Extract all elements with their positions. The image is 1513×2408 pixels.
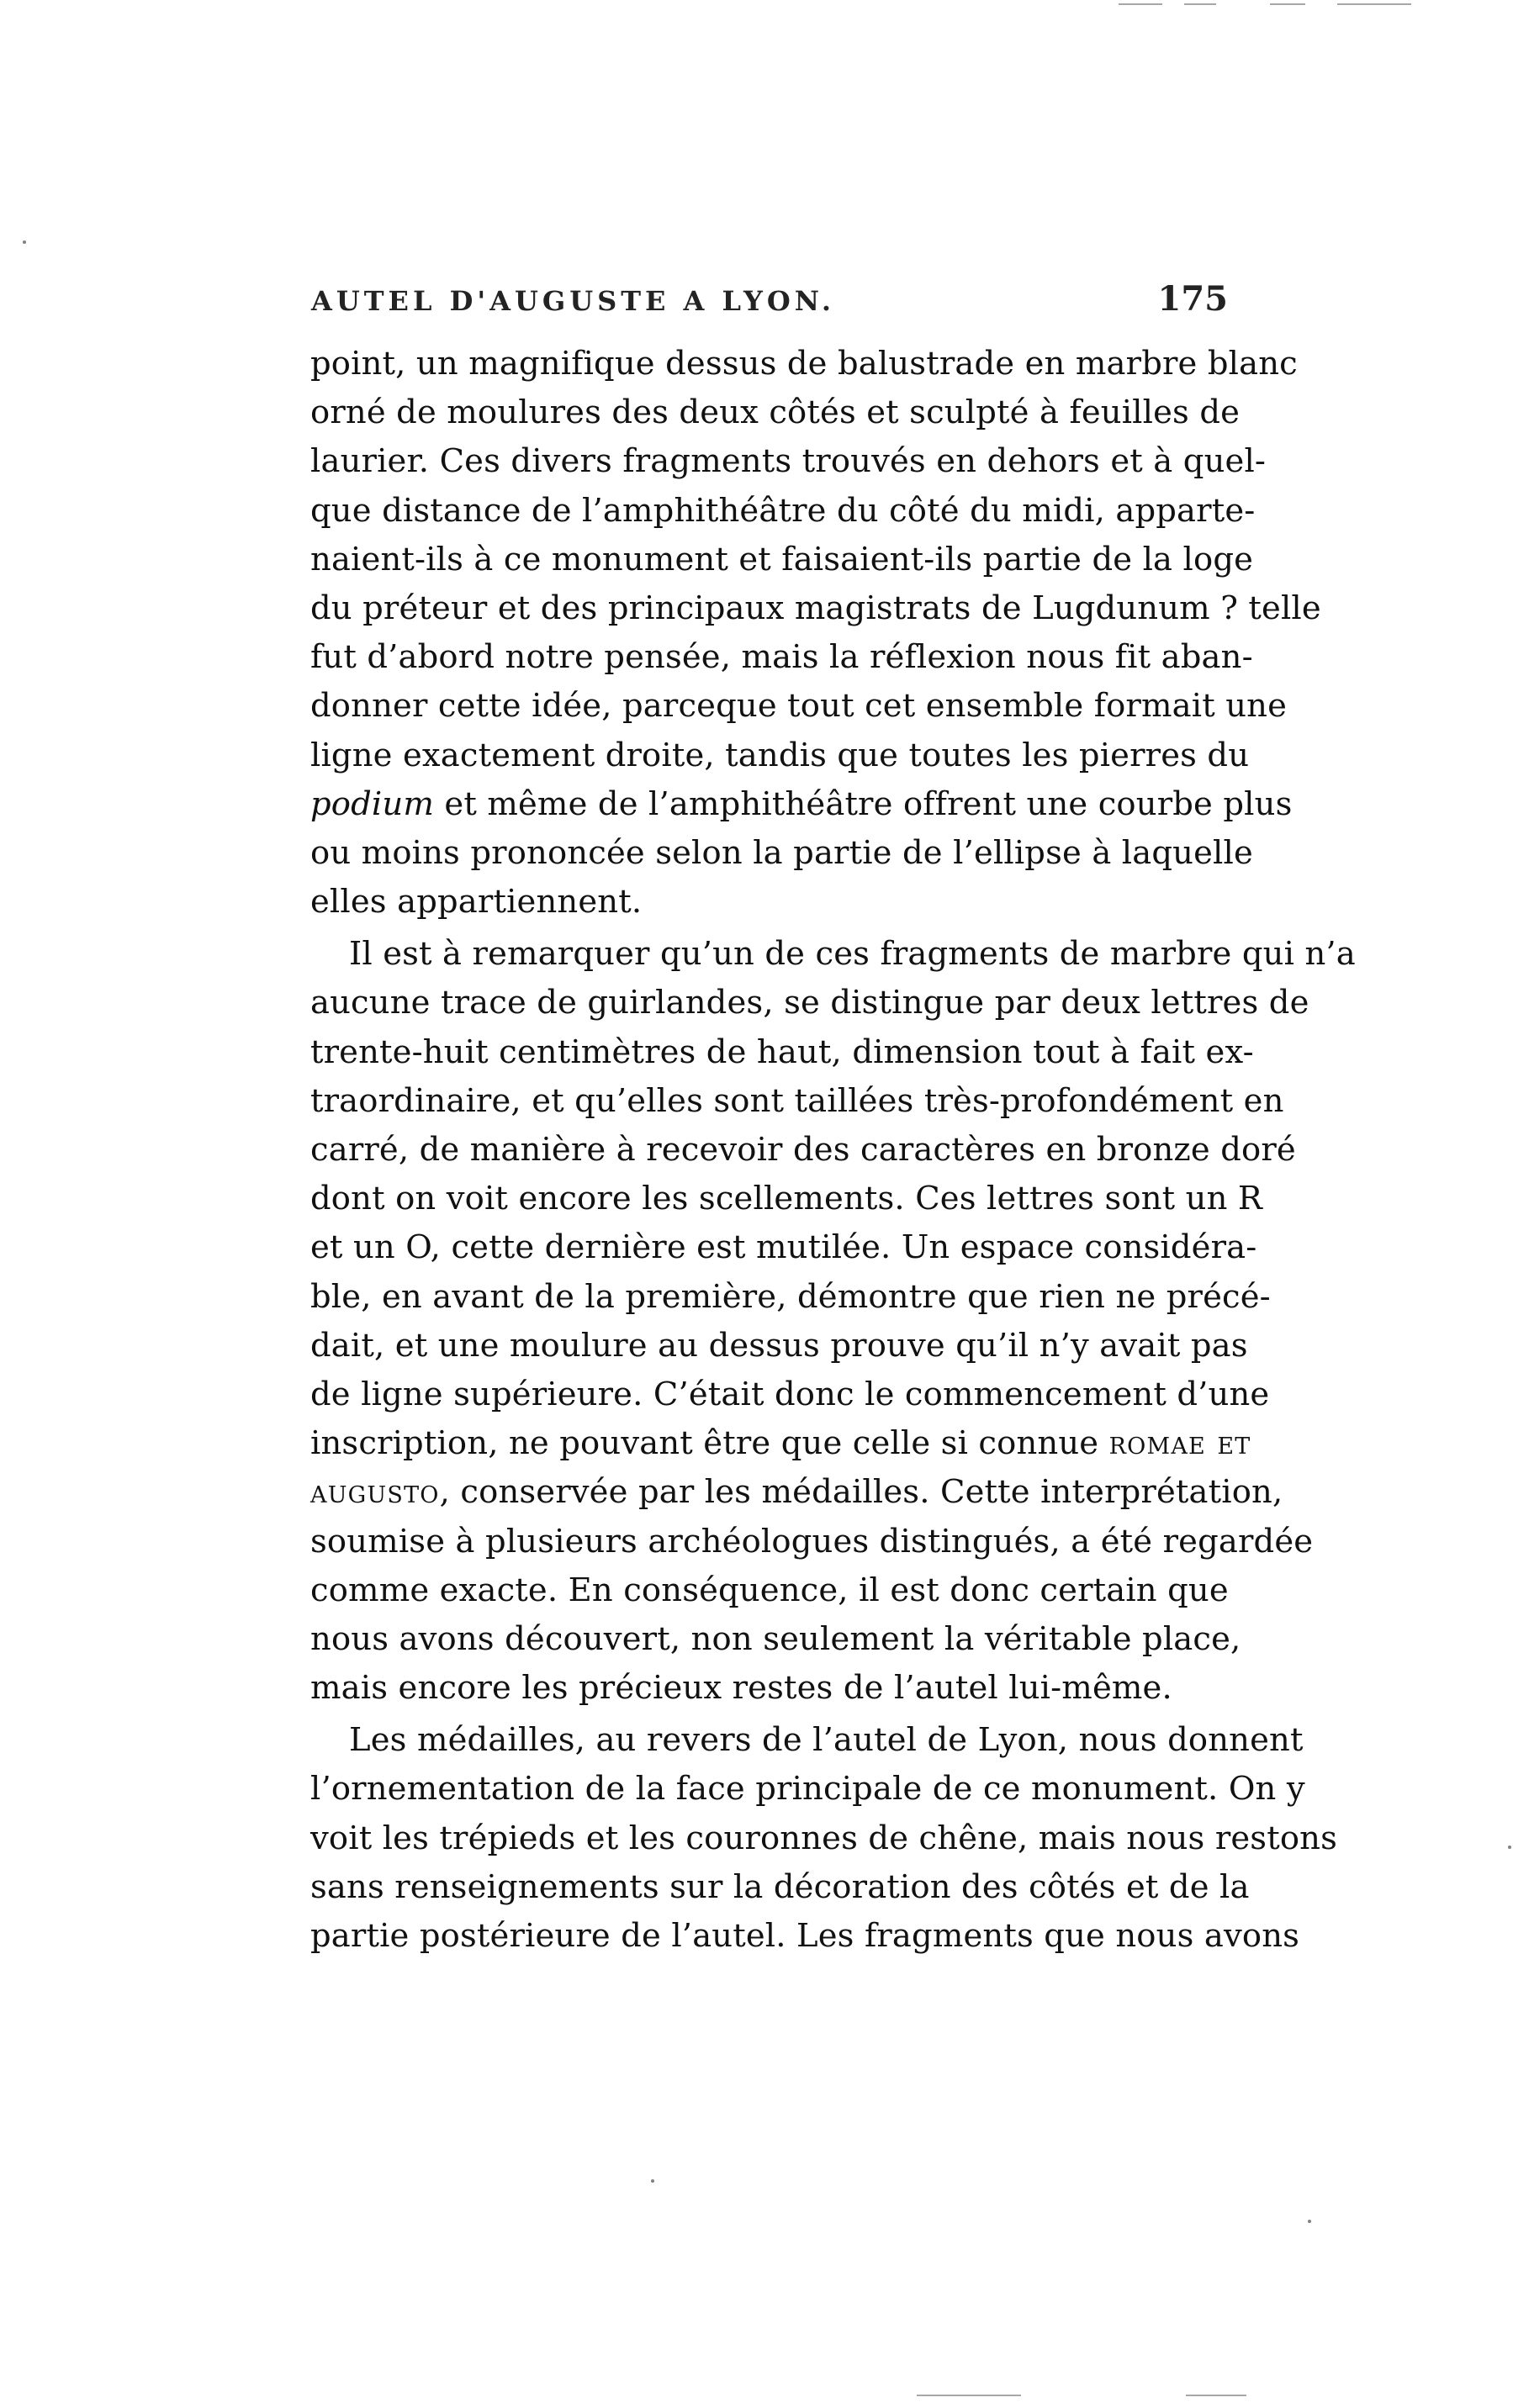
line-start: inscription, ne pouvant être que celle si connue: [310, 1424, 1109, 1463]
text-line: dait, et une moulure au dessus prouve qu’il n’y avait pas: [310, 1326, 1248, 1365]
text-line: naient-ils à ce monument et faisaient-ils partie de la loge: [310, 540, 1254, 578]
scan-line-bottom-1: [917, 2395, 1021, 2396]
text-line: laurier. Ces divers fragments trouvés en dehors et à quel-: [310, 442, 1267, 481]
text-line: aucune trace de guirlandes, se distingue par deux lettres de: [310, 984, 1309, 1022]
italic-word: podium: [310, 784, 434, 823]
body-text: [310, 340, 1356, 1961]
page-header: [311, 279, 1228, 323]
small-caps-text: augusto: [310, 1473, 440, 1512]
text-line: traordinaire, et qu’elles sont taillées très-profondément en: [310, 1081, 1284, 1120]
scan-line-top-3: [1270, 3, 1305, 5]
text-line: [310, 780, 1293, 829]
text-line: elles appartiennent.: [310, 883, 643, 921]
text-line: partie postérieure de l’autel. Les fragments que nous avons: [310, 1917, 1300, 1955]
scan-dot-bottom: [651, 2179, 654, 2183]
text-line: comme exacte. En conséquence, il est donc certain que: [310, 1571, 1229, 1609]
text-line: trente-huit centimètres de haut, dimension tout à fait ex-: [310, 1032, 1254, 1071]
text-line: de ligne supérieure. C’était donc le commencement d’une: [310, 1375, 1270, 1413]
text-line: donner cette idée, parceque tout cet ensemble formait une: [310, 687, 1288, 726]
text-line: [310, 1468, 1283, 1517]
line-rest: , conservée par les médailles. Cette interprétation,: [439, 1473, 1283, 1512]
text-line: l’ornementation de la face principale de ce monument. On y: [310, 1770, 1305, 1809]
paragraph-first-line: Les médailles, au revers de l’autel de Lyon, nous donnent: [349, 1721, 1304, 1760]
text-line: orné de moulures des deux côtés et sculpté à feuilles de: [310, 393, 1241, 432]
text-line: ou moins prononcée selon la partie de l’ellipse à laquelle: [310, 833, 1253, 872]
text-line: sans renseignements sur la décoration des côtés et de la: [310, 1867, 1250, 1906]
line-rest: et même de l’amphithéâtre offrent une courbe plus: [434, 784, 1293, 823]
scan-line-top-4: [1337, 3, 1411, 5]
text-line: dont on voit encore les scellements. Ces lettres sont un R: [310, 1180, 1263, 1218]
text-line: soumise à plusieurs archéologues distingués, a été regardée: [310, 1522, 1314, 1560]
text-line: mais encore les précieux restes de l’autel lui-même.: [310, 1669, 1172, 1708]
text-line: ligne exactement droite, tandis que toutes les pierres du: [310, 736, 1250, 774]
running-head: AUTEL D'AUGUSTE A LYON.: [311, 285, 836, 317]
page-number: 175: [1157, 279, 1228, 319]
text-line: ble, en avant de la première, démontre que rien ne précé-: [310, 1277, 1271, 1316]
small-caps-text: romae et: [1108, 1424, 1251, 1463]
text-line: nous avons découvert, non seulement la véritable place,: [310, 1619, 1241, 1658]
scan-dot-right-middle: [1508, 1846, 1511, 1849]
paragraph-first-line: Il est à remarquer qu’un de ces fragments de marbre qui n’a: [349, 935, 1356, 974]
text-line: fut d’abord notre pensée, mais la réflexion nous fit aban-: [310, 638, 1253, 677]
scan-line-bottom-2: [1186, 2395, 1246, 2396]
text-line: carré, de manière à recevoir des caractères en bronze doré: [310, 1131, 1296, 1169]
text-line: voit les trépieds et les couronnes de chêne, mais nous restons: [310, 1819, 1338, 1857]
text-line: et un O, cette dernière est mutilée. Un espace considéra-: [310, 1228, 1257, 1267]
text-line: [310, 1419, 1251, 1468]
scan-line-top-1: [1119, 3, 1162, 5]
scan-dot-right-lower: [1308, 2220, 1311, 2223]
text-line: point, un magnifique dessus de balustrade en marbre blanc: [310, 345, 1298, 383]
scan-line-top-2: [1184, 3, 1216, 5]
text-line: que distance de l’amphithéâtre du côté du midi, apparte-: [310, 491, 1256, 530]
scan-dot-left-top: [23, 240, 26, 244]
text-line: du préteur et des principaux magistrats de Lugdunum ? telle: [310, 589, 1321, 627]
